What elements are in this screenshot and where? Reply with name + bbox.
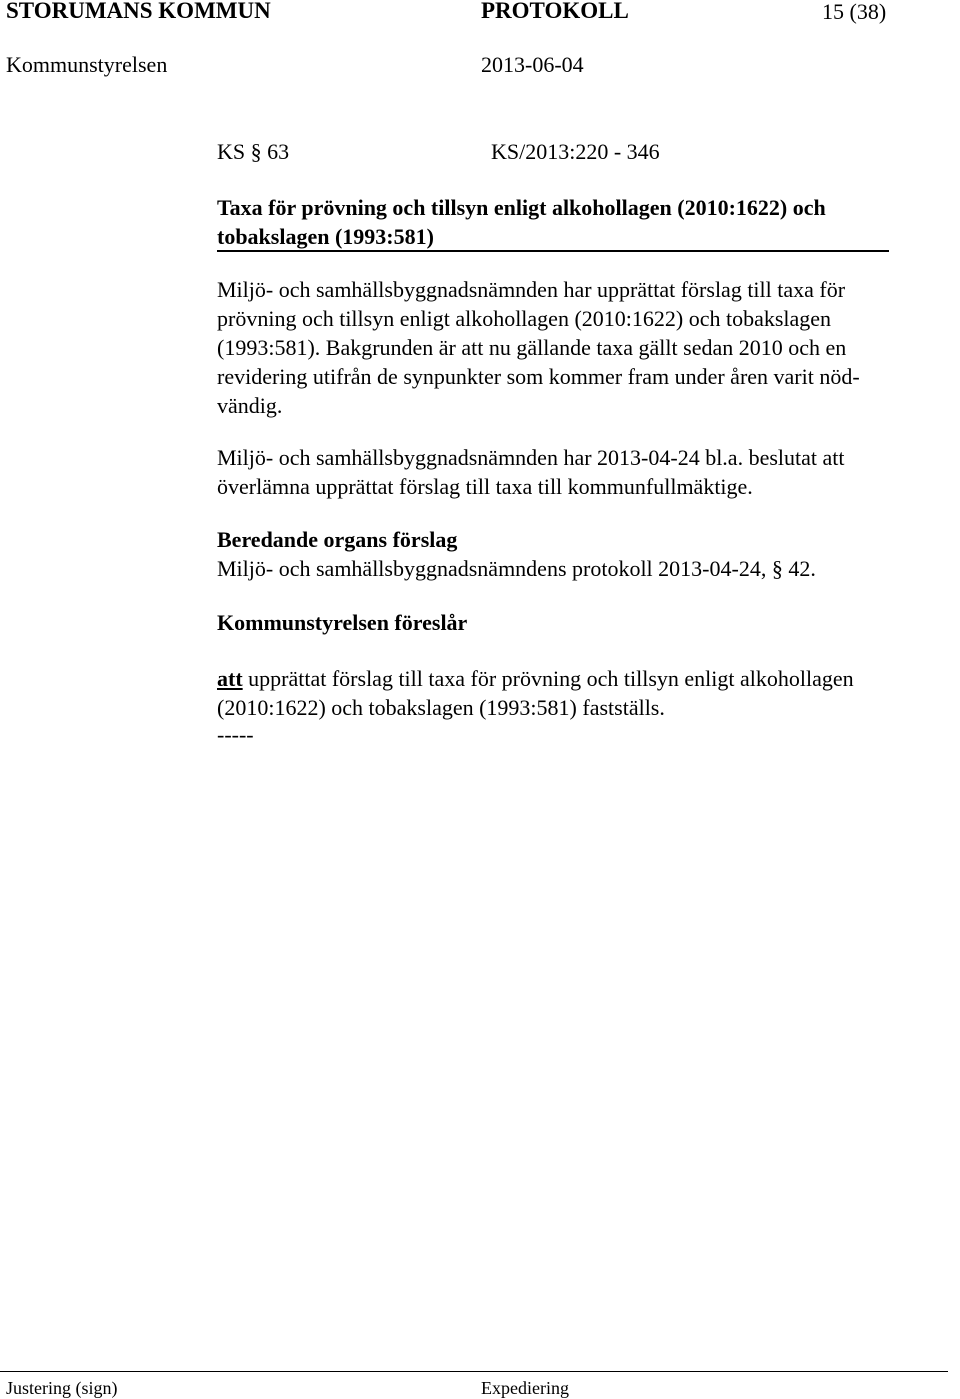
case-title-line-2 (217, 224, 889, 252)
preparatory-section (217, 525, 917, 583)
background-line: vändig. (217, 393, 283, 418)
proposal-section (217, 664, 917, 748)
document-type: PROTOKOLL (481, 0, 629, 23)
background-line: prövning och tillsyn enligt alkohollagen (2010:1622) och tobakslagen (217, 306, 832, 331)
proposal-heading: Kommunstyrelsen föreslår (217, 610, 468, 635)
preparatory-heading: Beredande organs förslag (217, 527, 458, 552)
background-line: revidering utifrån de synpunkter som kommer fram under åren varit nöd- (217, 364, 860, 389)
case-reference: KS/2013:220 - 346 (491, 139, 660, 164)
end-marker: ----- (217, 722, 254, 747)
justering-label: Justering (sign) (6, 1378, 118, 1398)
background-paragraph (217, 275, 917, 420)
decision-paragraph (217, 443, 917, 501)
case-title-line-1: Taxa för prövning och tillsyn enligt alkohollagen (2010:1622) och (217, 195, 826, 220)
page-number: 15 (38) (822, 0, 887, 24)
municipality-name: STORUMANS KOMMUN (6, 0, 271, 23)
background-line: (1993:581). Bakgrunden är att nu gällande taxa gällt sedan 2010 och en (217, 335, 847, 360)
proposal-line-1 (217, 664, 917, 693)
case-title-line-2-text: tobakslagen (1993:581) (217, 224, 434, 249)
proposal-line-2: (2010:1622) och tobakslagen (1993:581) fastställs. (217, 695, 665, 720)
meeting-date: 2013-06-04 (481, 52, 584, 77)
proposal-line-1-text: upprättat förslag till taxa för prövning och tillsyn enligt alkohollagen (242, 666, 854, 691)
decision-line: överlämna upprättat förslag till taxa till kommunfullmäktige. (217, 474, 753, 499)
background-line: Miljö- och samhällsbyggnadsnämnden har upprättat förslag till taxa för (217, 277, 846, 302)
att-keyword: att (217, 666, 243, 691)
expediering-label: Expediering (481, 1378, 569, 1398)
preparatory-text: Miljö- och samhällsbyggnadsnämndens protokoll 2013-04-24, § 42. (217, 556, 816, 581)
body-name: Kommunstyrelsen (6, 52, 168, 77)
case-number: KS § 63 (217, 139, 290, 164)
footer-divider (0, 1371, 948, 1372)
decision-line: Miljö- och samhällsbyggnadsnämnden har 2013-04-24 bl.a. beslutat att (217, 445, 845, 470)
case-title (217, 193, 917, 252)
